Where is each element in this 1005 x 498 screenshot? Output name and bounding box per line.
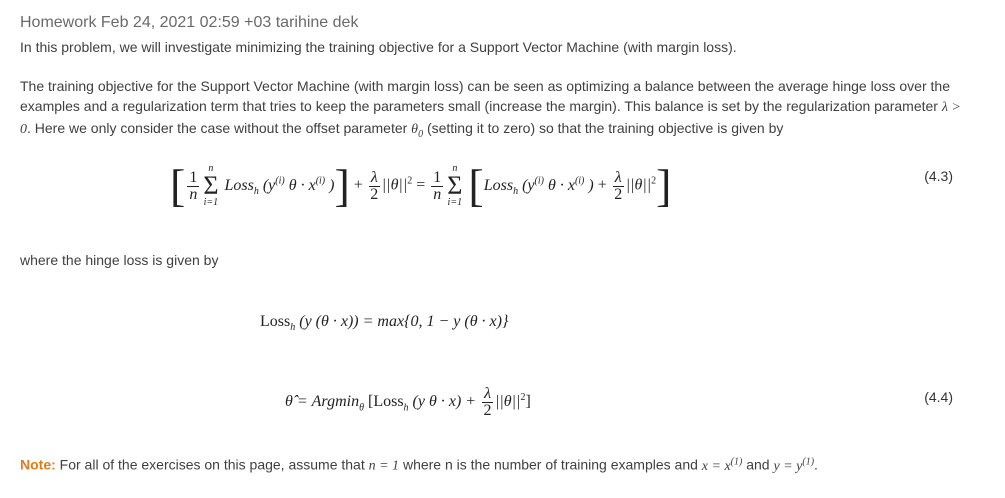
equation-number-4-3: (4.3) [924, 168, 953, 184]
paragraph-part2: . Here we only consider the case without the offset parameter [27, 120, 408, 136]
note-text: Note: For all of the exercises on this page, assume that n = 1 where n is the number of training examples and $x = x^{(1)}$ and $y = y^{(1)}$. [20, 456, 818, 474]
equation-number-4-4: (4.4) [924, 389, 953, 405]
page-title: Homework Feb 24, 2021 02:59 +03 tarihine dek [20, 14, 359, 31]
hinge-intro-text: where the hinge loss is given by [20, 252, 219, 268]
paragraph-part3: (setting it to zero) so that the training objective is given by [426, 120, 784, 136]
equation-4-4: θ̂ = Argmin$_\theta$ [Loss$_h$ (y θ · x) + $\frac{\lambda}{2}$ $||\theta||^2$] [285, 385, 531, 419]
paragraph-part1: The training objective for the Support Vector Machine (with margin loss) can be seen as optimizing a balance between the average hinge loss over the examples and a regularization term that tries to keep the parameters small (increase the margin). This balance is set by the regularization parameter [20, 78, 950, 114]
theta0-symbol: $\theta_0$ [411, 122, 424, 140]
objective-paragraph [20, 76, 970, 145]
note-label: Note: [20, 456, 56, 473]
intro-text: In this problem, we will investigate minimizing the training objective for a Support Vector Machine (with margin loss). [20, 39, 737, 55]
lambda-condition: λ > 0 [20, 100, 961, 137]
equation-4-3: [ $\frac{1}{n}$ n Σ i=1 Loss$_h$ ($y^{(i)}$ $\theta \cdot x^{(i)}$ )] + $\frac{\lambda}{2}$ $||\theta||^2$ = $\frac{1}{n}$ n Σ i=1 [Loss$_h$ ($y^{(i)}$ $\theta \cdot x^{(i)}$ ) + $\frac{\lambda}{2}$ $||\theta||^2$] [170, 160, 672, 211]
hinge-loss-equation: Loss$_h$ (y (θ · x)) = max{0, 1 − y (θ · x)} [260, 313, 509, 334]
